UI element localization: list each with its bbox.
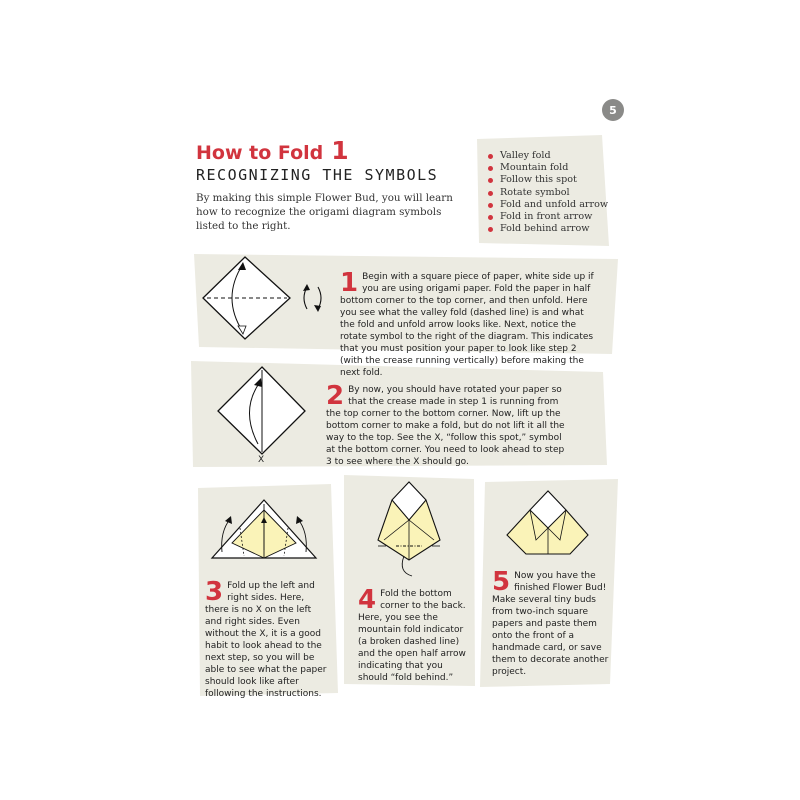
step-3-number: 3: [205, 577, 224, 607]
step-1-instructions: 1 Begin with a square piece of paper, white side up if you are using origami paper. Fold the paper in half bottom corner to the top corner, and then unfold. Here you see what the valley fold (dashed line) is and what the fold and unfold arrow looks like. Next, notice the rotate symbol to the right of the diagram. This indicates that you must position your paper to look like step 2 (with the crease running vertically) before making the next fold.: [340, 268, 594, 378]
follow-spot-x-label: X: [258, 455, 265, 465]
title-text: How to Fold: [196, 142, 324, 164]
page-number-badge: 5: [602, 99, 624, 121]
step-5-number: 5: [492, 567, 511, 597]
legend-item-mountain-fold: Mountain fold: [486, 162, 608, 174]
step-1-number: 1: [340, 268, 359, 298]
intro-paragraph: By making this simple Flower Bud, you will learn how to recognize the origami diagram symbols listed to the right.: [196, 192, 453, 232]
step-4-number: 4: [358, 585, 377, 615]
legend-item-valley-fold: Valley fold: [486, 150, 608, 162]
step-5-instructions: 5 Now you have the finished Flower Bud! Make several tiny buds from two-inch square papers and paste them onto the front of a handmade card, or save them to decorate another project.: [492, 567, 609, 677]
step-4-instructions: 4 Fold the bottom corner to the back. Here, you see the mountain fold indicator (a broken dashed line) and the open half arrow indicating that you should “fold behind.”: [358, 585, 466, 683]
legend-item-fold-front-arrow: Fold in front arrow: [486, 211, 608, 223]
legend-item-fold-behind-arrow: Fold behind arrow: [486, 223, 608, 235]
page-subtitle: RECOGNIZING THE SYMBOLS: [196, 166, 439, 184]
step-2-number: 2: [326, 381, 345, 411]
step-2-instructions: 2 By now, you should have rotated your paper so that the crease made in step 1 is running from the top corner to the bottom corner. Now, lift up the bottom corner to make a fold, but do not lift it all the way to the top. See the X, “follow this spot,” symbol at the bottom corner. You need to look ahead to step 3 to see where the X should go.: [326, 381, 565, 467]
legend-item-follow-spot: Follow this spot: [486, 174, 608, 186]
legend-item-rotate-symbol: Rotate symbol: [486, 187, 608, 199]
legend-item-fold-unfold-arrow: Fold and unfold arrow: [486, 199, 608, 211]
step-3-instructions: 3 Fold up the left and right sides. Here, there is no X on the left and right sides. Even without the X, it is a good habit to look ahead to the next step, so you will be able to see what the paper should look like after following the instructions.: [205, 577, 327, 699]
title-number: 1: [331, 136, 349, 165]
